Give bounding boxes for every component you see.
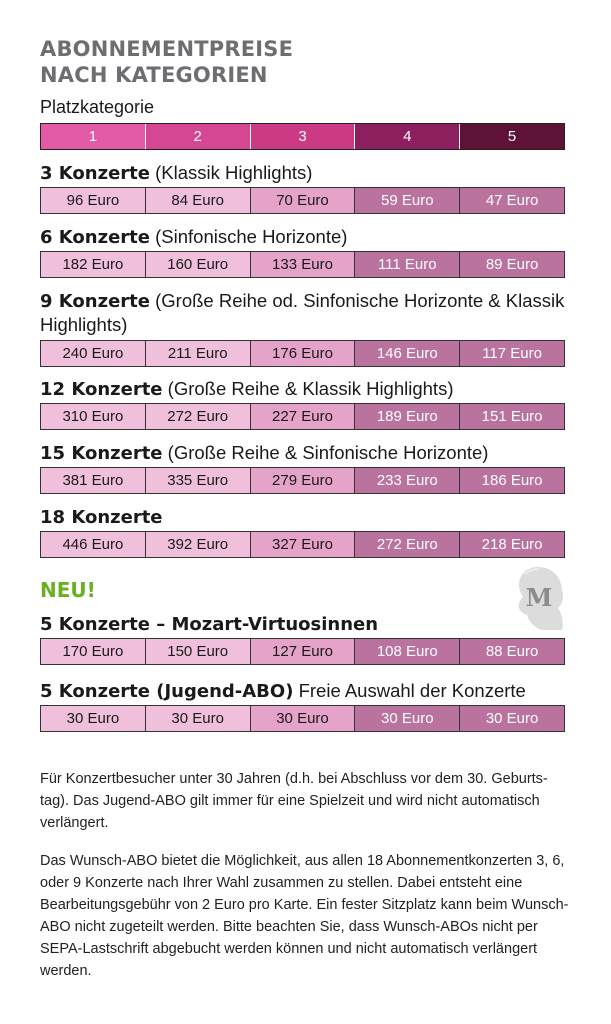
price-cell-cat-1: 170 Euro [41, 639, 146, 664]
price-cell-cat-3: 70 Euro [251, 188, 356, 213]
price-row-18-konzerte [40, 531, 565, 558]
mozart-logo-letter: M [525, 583, 553, 612]
price-cell-cat-2: 335 Euro [146, 468, 251, 493]
category-cell-2: 2 [146, 124, 251, 149]
price-row-12-konzerte [40, 403, 565, 430]
price-row-6-konzerte [40, 251, 565, 278]
section-title: 5 Konzerte (Jugend-ABO) [40, 681, 294, 702]
category-cell-1: 1 [41, 124, 146, 149]
price-cell-cat-1: 182 Euro [41, 252, 146, 277]
category-bar [40, 123, 565, 150]
price-cell-cat-3: 227 Euro [251, 404, 356, 429]
price-cell-cat-4: 189 Euro [355, 404, 460, 429]
price-cell-cat-4: 30 Euro [355, 706, 460, 731]
section-heading-6-konzerte [40, 225, 580, 249]
section-heading-12-konzerte [40, 377, 580, 401]
new-label: NEU! [40, 578, 96, 602]
price-cell-cat-4: 111 Euro [355, 252, 460, 277]
section-heading-jugend-abo [40, 679, 580, 703]
category-label: Platzkategorie [40, 97, 155, 117]
section-subtitle: (Große Reihe & Sinfonische Horizonte) [162, 442, 489, 463]
price-cell-cat-5: 88 Euro [460, 639, 564, 664]
price-cell-cat-1: 30 Euro [41, 706, 146, 731]
price-cell-cat-1: 240 Euro [41, 341, 146, 366]
page-title [40, 36, 293, 88]
section-heading-18-konzerte [40, 505, 580, 529]
section-subtitle: Freie Auswahl der Konzerte [293, 680, 526, 701]
price-row-jugend-abo [40, 705, 565, 732]
price-cell-cat-4: 108 Euro [355, 639, 460, 664]
jugend-abo-footnote: Für Konzertbesucher unter 30 Jahren (d.h. bei Abschluss vor dem 30. Geburts-tag). Das Jugend-ABO gilt immer für eine Spielzeit und wird nicht automatisch verlängert. [40, 771, 548, 831]
section-title: 9 Konzerte [40, 291, 150, 312]
title-line-1: ABONNEMENTPREISE [40, 37, 294, 61]
section-subtitle: (Sinfonische Horizonte) [149, 226, 348, 247]
price-cell-cat-4: 272 Euro [355, 532, 460, 557]
price-row-15-konzerte [40, 467, 565, 494]
price-cell-cat-3: 133 Euro [251, 252, 356, 277]
category-cell-5: 5 [460, 124, 564, 149]
price-cell-cat-2: 150 Euro [146, 639, 251, 664]
price-cell-cat-4: 146 Euro [355, 341, 460, 366]
price-cell-cat-4: 233 Euro [355, 468, 460, 493]
price-row-9-konzerte [40, 340, 565, 367]
price-cell-cat-5: 47 Euro [460, 188, 564, 213]
price-cell-cat-2: 30 Euro [146, 706, 251, 731]
section-subtitle: (Große Reihe & Klassik Highlights) [162, 378, 454, 399]
section-subtitle: (Große Reihe od. Sinfonische Horizonte & Klassik Highlights) [40, 290, 565, 335]
price-cell-cat-3: 127 Euro [251, 639, 356, 664]
price-cell-cat-5: 117 Euro [460, 341, 564, 366]
price-cell-cat-1: 381 Euro [41, 468, 146, 493]
category-cell-3: 3 [251, 124, 356, 149]
section-title: 3 Konzerte [40, 163, 150, 184]
price-cell-cat-2: 272 Euro [146, 404, 251, 429]
category-cell-4: 4 [355, 124, 460, 149]
price-cell-cat-1: 96 Euro [41, 188, 146, 213]
section-heading-15-konzerte [40, 441, 580, 465]
price-cell-cat-1: 446 Euro [41, 532, 146, 557]
price-cell-cat-2: 392 Euro [146, 532, 251, 557]
price-cell-cat-2: 84 Euro [146, 188, 251, 213]
price-cell-cat-1: 310 Euro [41, 404, 146, 429]
section-title: 18 Konzerte [40, 507, 163, 528]
price-cell-cat-2: 160 Euro [146, 252, 251, 277]
section-heading-mozart-virtuosinnen [40, 612, 580, 636]
section-subtitle: (Klassik Highlights) [149, 162, 313, 183]
price-cell-cat-5: 218 Euro [460, 532, 564, 557]
price-cell-cat-3: 30 Euro [251, 706, 356, 731]
price-cell-cat-4: 59 Euro [355, 188, 460, 213]
price-cell-cat-5: 89 Euro [460, 252, 564, 277]
section-title: 12 Konzerte [40, 379, 163, 400]
section-heading-3-konzerte [40, 161, 580, 185]
title-line-2: NACH KATEGORIEN [40, 63, 268, 87]
wunsch-abo-footnote: Das Wunsch-ABO bietet die Möglichkeit, aus allen 18 Abonnementkonzerten 3, 6, oder 9 Konzerte nach Ihrer Wahl zusammen zu stellen. Dabei entsteht eine Bearbeitungsgebühr von 2 Euro pro Karte. Ein fester Sitzplatz kann beim Wunsch-ABO nicht zugeteilt werden. Bitte beachten Sie, dass Wunsch-ABOs nicht per SEPA-Lastschrift abgebucht werden können und nicht automatisch verlängert werden. [40, 853, 569, 979]
price-cell-cat-3: 176 Euro [251, 341, 356, 366]
section-title: 5 Konzerte – Mozart-Virtuosinnen [40, 614, 379, 635]
section-title: 6 Konzerte [40, 227, 150, 248]
price-cell-cat-2: 211 Euro [146, 341, 251, 366]
price-cell-cat-3: 279 Euro [251, 468, 356, 493]
price-row-mozart-virtuosinnen [40, 638, 565, 665]
price-cell-cat-5: 151 Euro [460, 404, 564, 429]
price-cell-cat-3: 327 Euro [251, 532, 356, 557]
section-title: 15 Konzerte [40, 443, 163, 464]
price-row-3-konzerte [40, 187, 565, 214]
price-cell-cat-5: 186 Euro [460, 468, 564, 493]
section-heading-9-konzerte [40, 289, 580, 336]
price-cell-cat-5: 30 Euro [460, 706, 564, 731]
